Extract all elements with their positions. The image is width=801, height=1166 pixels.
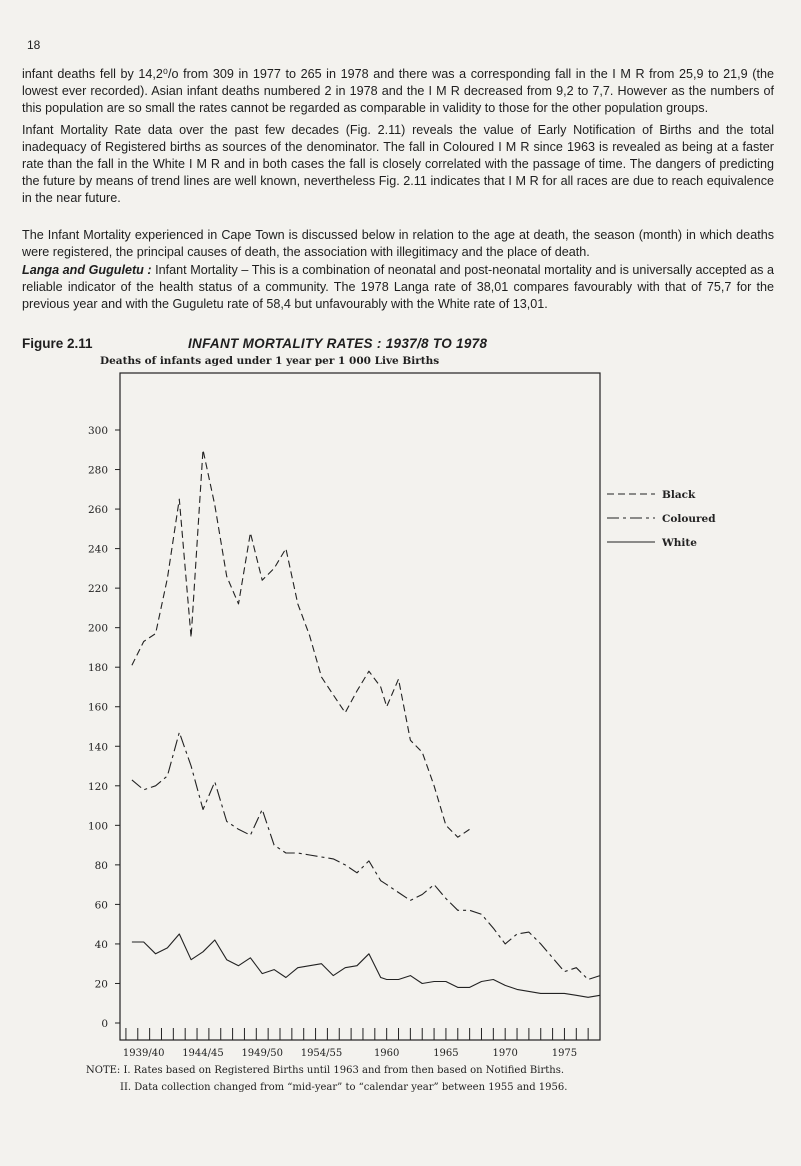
y-tick-label: 220 — [87, 583, 108, 596]
y-tick-label: 300 — [87, 425, 108, 437]
series-line-coloured — [132, 732, 600, 979]
x-tick-label: 1975 — [551, 1048, 578, 1059]
x-tick-label: 1954/55 — [300, 1048, 343, 1059]
y-tick-label: 0 — [101, 1018, 108, 1030]
y-tick-label: 180 — [87, 662, 108, 675]
x-tick-label: 1949/50 — [241, 1048, 283, 1059]
section-body: Infant Mortality – This is a combination of neonatal and post-neonatal mortality and is universally accepted as a reliable indicator of the health status of a community. The 1978 Langa rate of 38,01 compares favourably with that of 75,7 for the previous year and with the Guguletu rate of 58,4 but unfavourably with the White rate of 13,01. — [22, 263, 775, 311]
legend-label-black: Black — [662, 489, 696, 501]
x-tick-label: 1939/40 — [122, 1048, 165, 1059]
series-line-white — [132, 934, 600, 997]
x-tick-label: 1944/45 — [182, 1048, 224, 1059]
y-tick-label: 40 — [94, 938, 108, 951]
y-tick-label: 200 — [87, 622, 108, 635]
plot-frame — [120, 373, 600, 1040]
legend-label-white: White — [662, 537, 697, 549]
y-tick-label: 80 — [94, 859, 108, 872]
series-line-black — [132, 450, 470, 837]
page-number: 18 — [27, 38, 41, 52]
y-tick-label: 20 — [94, 978, 108, 991]
chart-subtitle: Deaths of infants aged under 1 year per 1 000 Live Births — [100, 355, 440, 367]
figure-title: INFANT MORTALITY RATES : 1937/8 TO 1978 — [188, 336, 488, 351]
note-1 — [86, 1062, 567, 1079]
y-tick-label: 160 — [87, 701, 108, 714]
y-tick-label: 240 — [87, 543, 108, 556]
legend-label-coloured: Coloured — [662, 513, 716, 525]
y-tick-label: 120 — [87, 780, 108, 793]
y-tick-label: 60 — [94, 899, 108, 912]
section-lead: Langa and Guguletu : — [22, 263, 152, 277]
figure-label: Figure 2.11 — [22, 336, 93, 351]
figure-notes — [86, 1062, 567, 1096]
x-tick-label: 1970 — [492, 1048, 518, 1059]
y-tick-label: 140 — [87, 741, 108, 754]
x-tick-label: 1965 — [433, 1048, 459, 1059]
note-prefix: NOTE: — [86, 1065, 121, 1076]
y-tick-label: 260 — [87, 504, 108, 517]
y-tick-label: 100 — [87, 820, 108, 833]
paragraph-imr-decades: Infant Mortality Rate data over the past few decades (Fig. 2.11) reveals the value of Early Notification of Births and the total inadequacy of Registered births as sources of the denominator. The fall in Coloured I M R since 1963 is revealed as being at a faster rate than the fall in the White I M R and in both cases the fall is closely correlated with the passage of time. The dangers of predicting the future by means of trend lines are well known, nevertheless Fig. 2.11 indicates that I M R for all races are due to reach equivalence in the near future. — [22, 123, 774, 205]
paragraph-infant-deaths: infant deaths fell by 14,2⁰/o from 309 in 1977 to 265 in 1978 and there was a corresponding fall in the I M R from 25,9 to 21,9 (the lowest ever recorded). Asian infant deaths numbered 2 in 1978 and the I M R decreased from 9,2 to 7,7. However as the numbers of this population are so small the rates cannot be regarded as comparable in validity to those for the other population groups. — [22, 67, 774, 115]
y-tick-label: 280 — [87, 464, 108, 477]
note-2: II. Data collection changed from “mid-year” to “calendar year” between 1955 and 1956. — [120, 1082, 568, 1093]
note-1-text: I. Rates based on Registered Births until 1963 and from then based on Notified Births. — [123, 1065, 565, 1076]
x-tick-label: 1960 — [373, 1048, 400, 1059]
paragraph-discussion: The Infant Mortality experienced in Cape Town is discussed below in relation to the age at death, the season (month) in which deaths were registered, the principal causes of death, the association with illegitimacy and the place of death. — [22, 228, 774, 259]
